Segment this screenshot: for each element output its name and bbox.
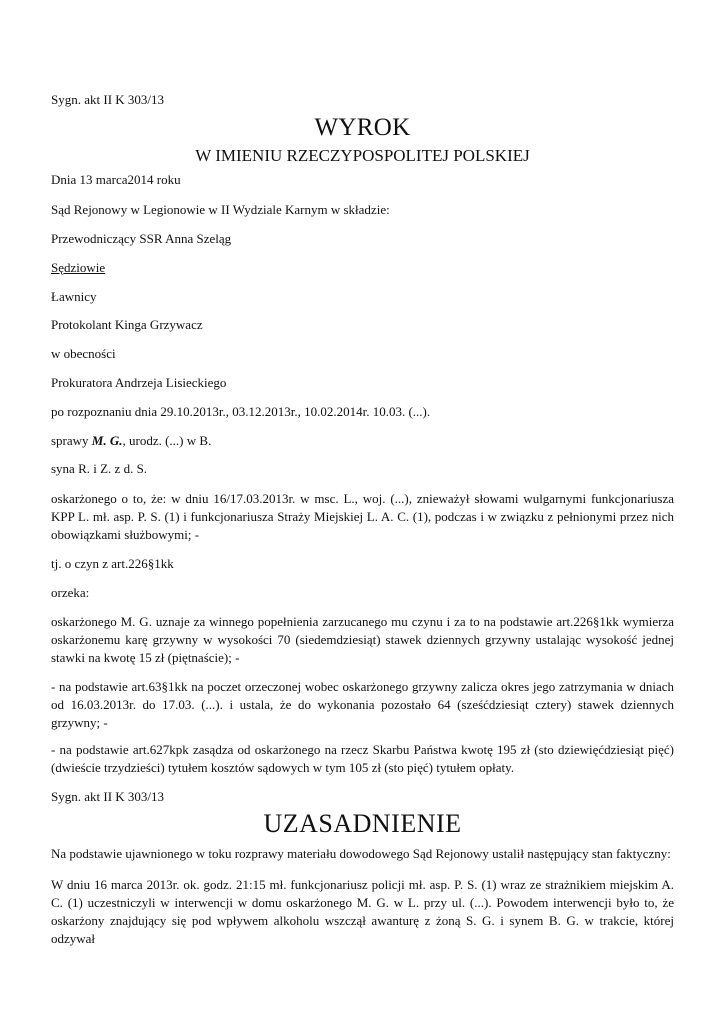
hearing-line: po rozpoznaniu dnia 29.10.2013r., 03.12.2013r., 10.02.2014r. 10.03. (...). (51, 404, 431, 419)
verdict-paragraph-2: - na podstawie art.63§1kk na poczet orzeczonej wobec oskarżonego grzywny zalicza okres jego zatrzymania w dniach od 16.03.2013r. do 17.03. (...). i ustala, że do wykonania pozostało 64 (sześćdziesiąt cztery) stawek dziennych grzywny; - (51, 679, 674, 730)
verdict-paragraph-1: oskarżonego M. G. uznaje za winnego popełnienia zarzucanego mu czynu i za to na podstawie art.226§1kk wymierza oskarżonemu karę grzywny w wysokości 70 (siedemdziesiąt) stawek dziennych grzywny ustalając wysokość jednej stawki na kwotę 15 zł (piętnaście); - (51, 614, 674, 665)
verdict-paragraph-3: - na podstawie art.627kpk zasądza od oskarżonego na rzecz Skarbu Państwa kwotę 195 zł (sto dziewięćdziesiąt pięć) (dwieście trzydzieści) tytułem kosztów sądowych w tym 105 zł (sto pięć) tytułem opłaty. (51, 742, 674, 775)
court-line: Sąd Rejonowy w Legionowie w II Wydziale Karnym w składzie: (51, 202, 390, 217)
case-line (51, 432, 674, 450)
case-signature-top: Sygn. akt II K 303/13 (51, 92, 165, 107)
case-suffix: , urodz. (...) w B. (122, 433, 212, 448)
case-prefix: sprawy (51, 433, 92, 448)
clerk-line: Protokolant Kinga Grzywacz (51, 317, 203, 332)
judges-row (51, 259, 674, 277)
rules-label: orzeka: (51, 585, 90, 600)
lay-judges-label: Ławnicy (51, 289, 97, 304)
verdict-title: WYROK (314, 114, 411, 141)
date-line: Dnia 13 marca2014 roku (51, 172, 181, 187)
case-signature-justification: Sygn. akt II K 303/13 (51, 789, 165, 804)
case-name: M. G. (91, 433, 123, 448)
accused-paragraph: oskarżonego o to, że: w dniu 16/17.03.2013r. w msc. L., woj. (...), znieważył słowami wulgarnymi funkcjonariusza KPP L. mł. asp. P. S. (1) i funkcjonariusza Straży Miejskiej L. A. C. (1), podczas i w związku z pełnionymi przez nich obowiązkami służbowymi; - (51, 491, 674, 542)
facts-paragraph: W dniu 16 marca 2013r. ok. godz. 21:15 mł. funkcjonariusz policji mł. asp. P. S. (1) wraz ze strażnikiem miejskim A. C. (1) uczestniczyli w interwencji w domu oskarżonego M. G. w L. przy ul. (...). Powodem interwencji było to, że oskarżony znajdujący się pod wpływem alkoholu wszczął awanturę z żoną S. G. i synem B. G. w trakcie, której odzywał (51, 877, 674, 946)
justification-title: UZASADNIENIE (263, 809, 462, 838)
parents-line: syna R. i Z. z d. S. (51, 461, 148, 476)
charge-line: tj. o czyn z art.226§1kk (51, 556, 174, 571)
justification-intro: Na podstawie ujawnionego w toku rozprawy materiału dowodowego Sąd Rejonowy ustalił następujący stan faktyczny: (51, 846, 671, 861)
judges-label: Sędziowie (51, 260, 106, 275)
verdict-subtitle: W IMIENIU RZECZYPOSPOLITEJ POLSKIEJ (195, 146, 530, 165)
presence-line: w obecności (51, 346, 116, 361)
prosecutor-line: Prokuratora Andrzeja Lisieckiego (51, 375, 227, 390)
chair-line: Przewodniczący SSR Anna Szeląg (51, 231, 232, 246)
